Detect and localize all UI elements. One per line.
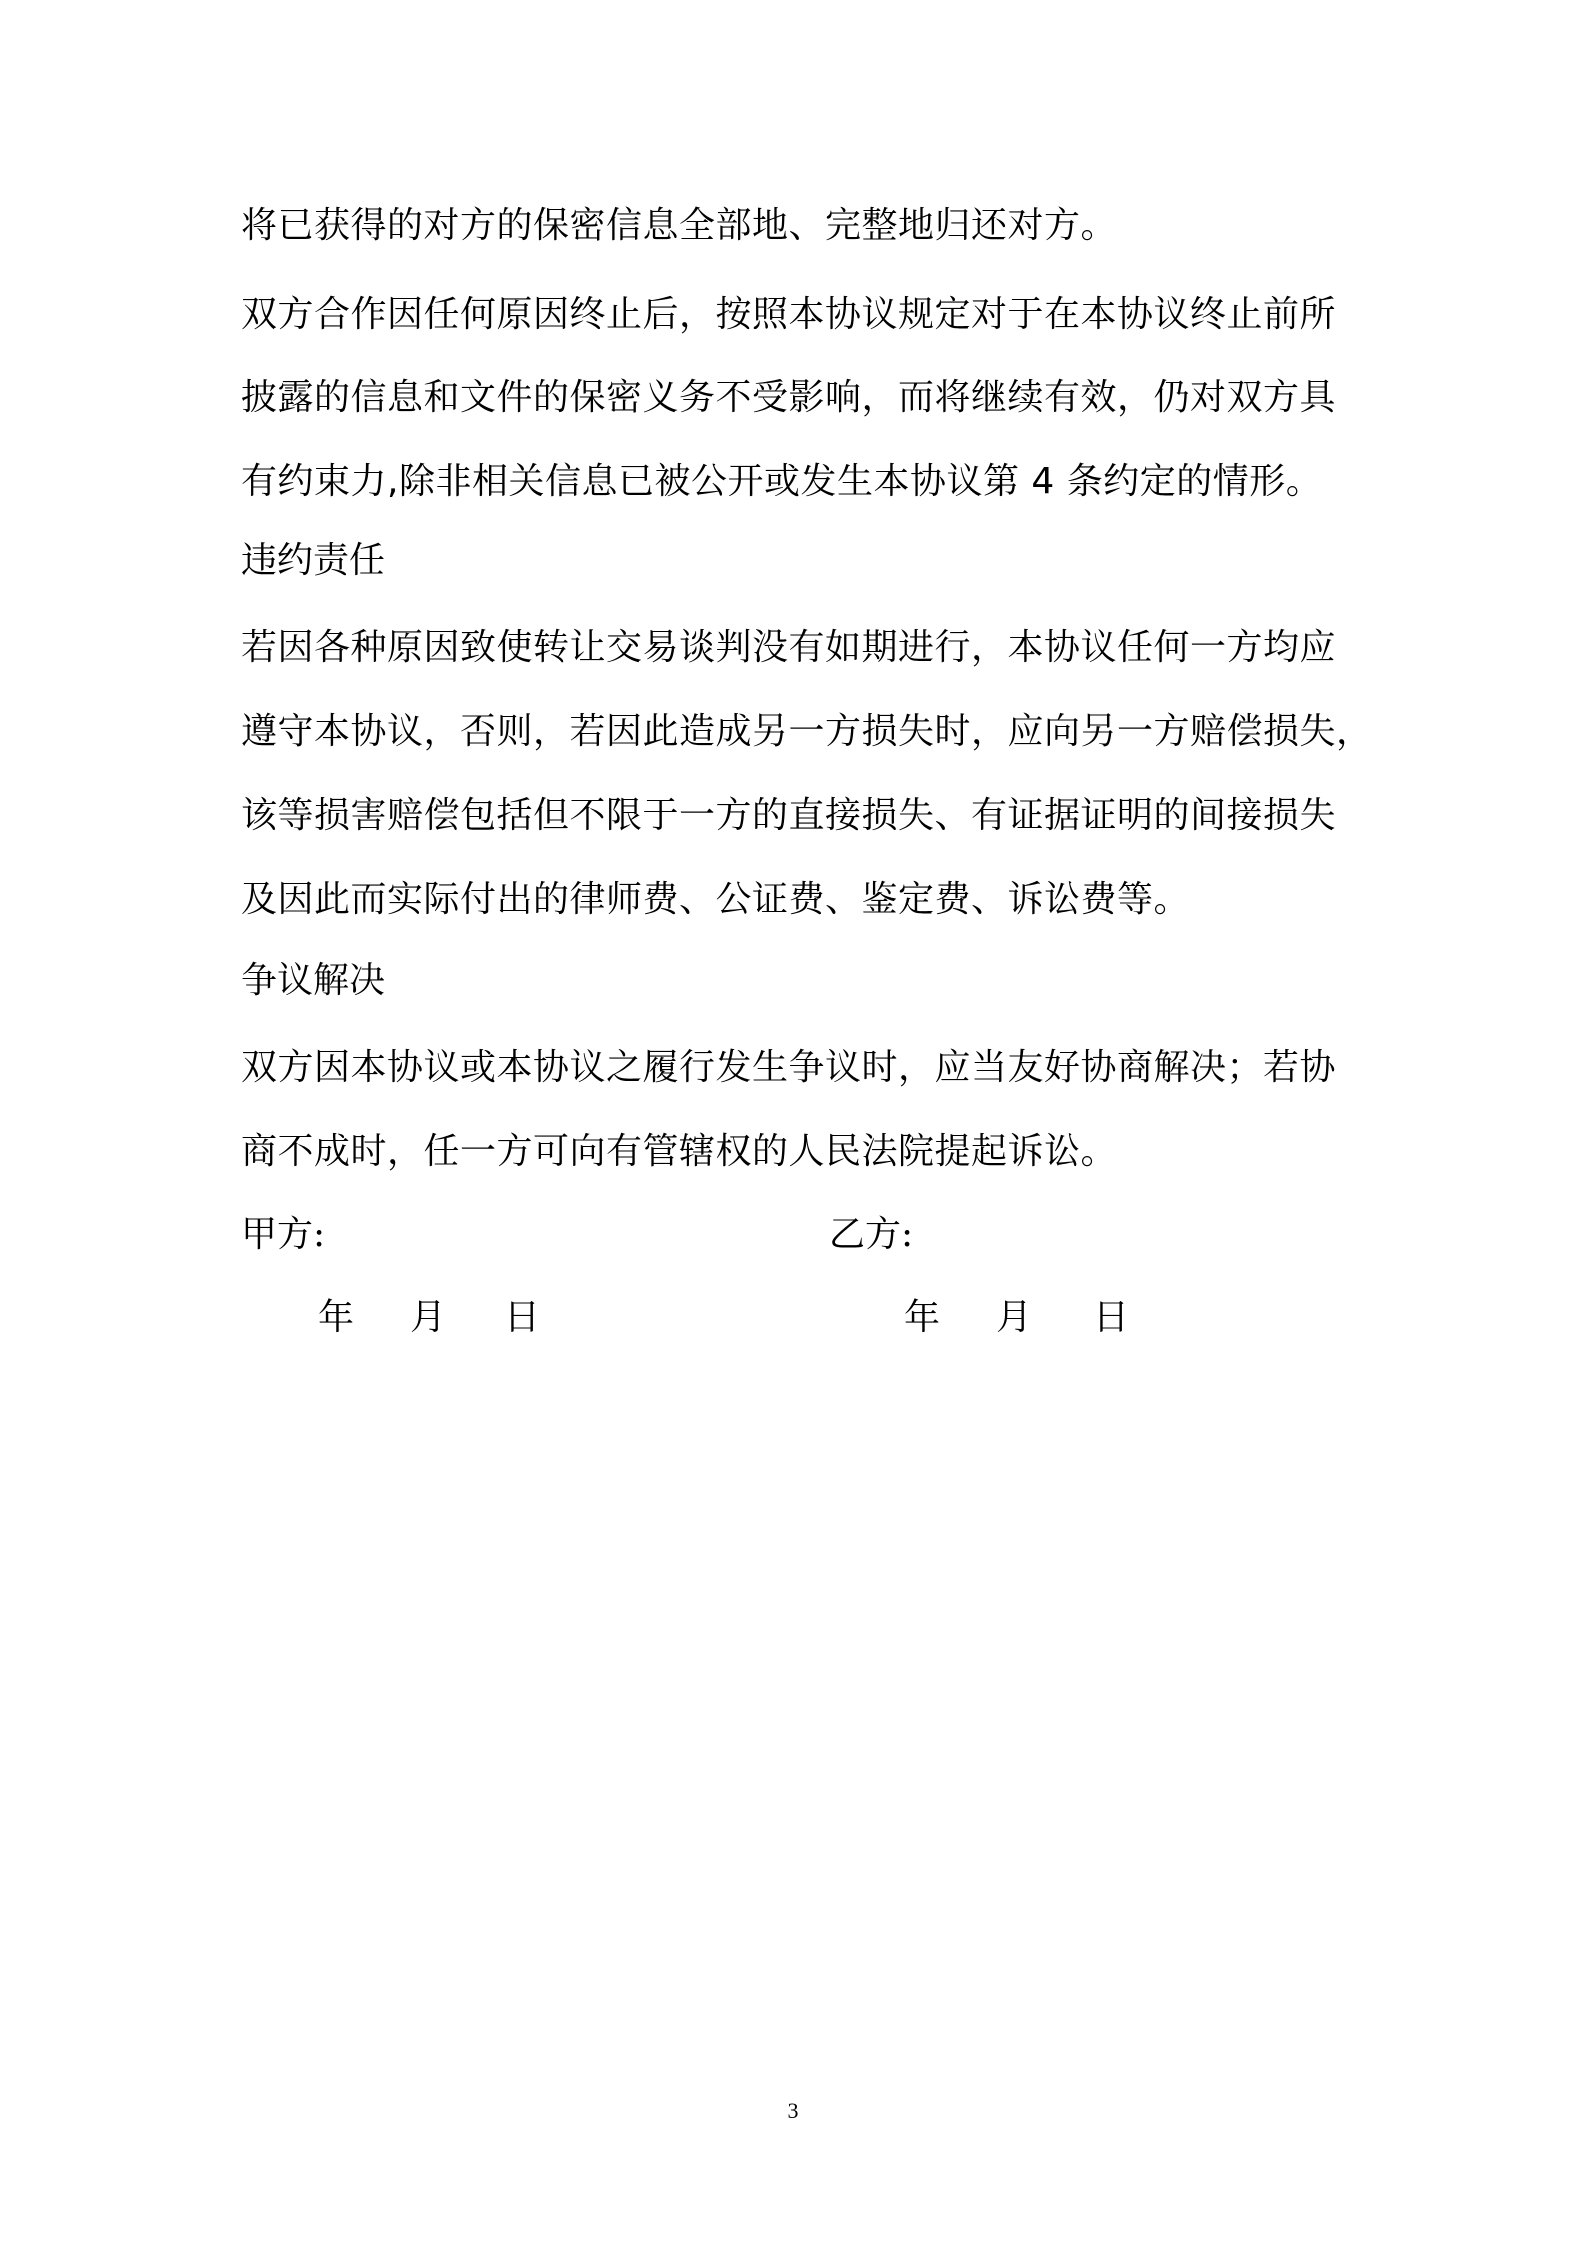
text-line: 若因各种原因致使转让交易谈判没有如期进行，本协议任何一方均应 [241,627,1337,668]
party-b-date-month: 月 [996,1297,1033,1338]
text-line: 披露的信息和文件的保密义务不受影响，而将继续有效，仍对双方具 [241,377,1337,418]
party-a-label: 甲方: [241,1214,326,1255]
party-b-label: 乙方: [829,1214,914,1255]
party-a-date-day: 日 [504,1297,541,1338]
party-b-date-year: 年 [904,1297,941,1338]
party-a-date-month: 月 [410,1297,447,1338]
section-heading-dispute: 争议解决 [241,960,386,1001]
text-line: 双方因本协议或本协议之履行发生争议时，应当友好协商解决；若协 [241,1047,1337,1088]
text-line: 将已获得的对方的保密信息全部地、完整地归还对方。 [241,205,1118,246]
text-line: 有约束力,除非相关信息已被公开或发生本协议第 4 条约定的情形。 [241,461,1323,502]
text-line: 双方合作因任何原因终止后，按照本协议规定对于在本协议终止前所 [241,294,1337,335]
section-heading-breach: 违约责任 [241,540,386,581]
text-line: 遵守本协议，否则，若因此造成另一方损失时，应向另一方赔偿损失， [241,711,1373,752]
text-line: 该等损害赔偿包括但不限于一方的直接损失、有证据证明的间接损失 [241,795,1337,836]
text-line: 商不成时，任一方可向有管辖权的人民法院提起诉讼。 [241,1131,1118,1172]
party-a-date-year: 年 [318,1297,355,1338]
text-line: 及因此而实际付出的律师费、公证费、鉴定费、诉讼费等。 [241,879,1191,920]
party-b-date-day: 日 [1093,1297,1130,1338]
page-number: 3 [787,2098,799,2123]
